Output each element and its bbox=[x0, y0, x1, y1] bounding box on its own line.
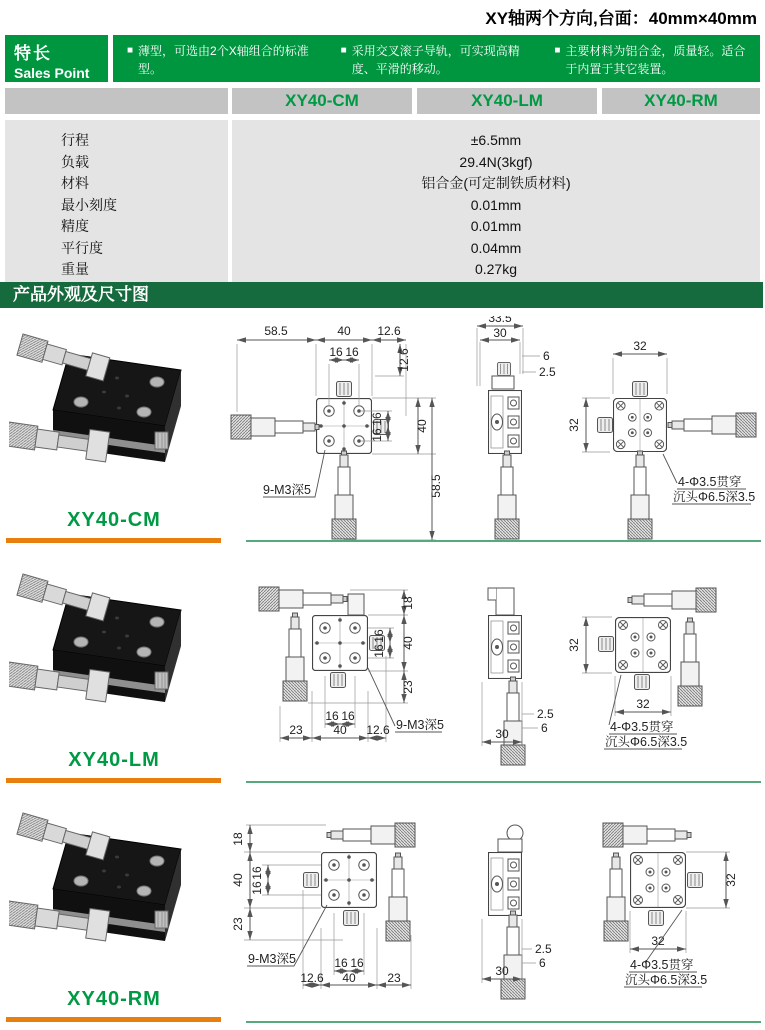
side-view-art bbox=[599, 588, 717, 706]
spec-col-header-empty bbox=[5, 88, 228, 114]
bullet-square-icon: ■ bbox=[127, 45, 134, 56]
dim-label: 6 bbox=[541, 721, 548, 735]
dim-label: 16 bbox=[345, 345, 359, 359]
note-label: 沉头Φ6.5深3.5 bbox=[625, 973, 708, 987]
dim-label: 12.6 bbox=[397, 348, 411, 372]
dimension-drawing-xy40-rm bbox=[230, 795, 765, 1028]
dim-label: 12.6 bbox=[300, 971, 324, 985]
dim-label: 16 bbox=[370, 412, 384, 426]
sales-point-title-cn: 特长 bbox=[14, 44, 52, 63]
dim-label: 16 bbox=[329, 345, 343, 359]
sales-bullet-text: 薄型，可选由2个X轴组合的标准型。 bbox=[138, 44, 309, 76]
sales-point-bullets bbox=[113, 35, 760, 82]
note-label: 9-M3深5 bbox=[263, 483, 311, 497]
dim-label: 30 bbox=[495, 727, 509, 741]
dim-label: 16 bbox=[341, 709, 355, 723]
product-section-xy40-lm bbox=[0, 556, 765, 783]
dim-label: 18 bbox=[401, 596, 415, 610]
dim-label: 12.6 bbox=[377, 324, 401, 338]
dim-label: 30 bbox=[495, 964, 509, 978]
dim-label: 16 bbox=[250, 866, 264, 880]
sales-bullet bbox=[127, 42, 323, 82]
spec-row-value: 铝合金(可定制铁质材料) bbox=[421, 175, 571, 191]
product-photo-column bbox=[5, 795, 223, 1022]
spec-table bbox=[5, 88, 760, 291]
dim-label: 32 bbox=[636, 697, 650, 711]
page-top-note: XY轴两个方向,台面：40mm×40mm bbox=[485, 9, 757, 28]
spec-row-value: 0.27kg bbox=[474, 261, 518, 277]
product-photo bbox=[9, 795, 219, 985]
dim-label: 58.5 bbox=[429, 474, 443, 498]
dim-label: 23 bbox=[231, 917, 245, 931]
dim-label: 40 bbox=[415, 419, 429, 433]
side-view-art bbox=[598, 382, 757, 540]
sales-bullet bbox=[341, 42, 537, 82]
dim-label: 40 bbox=[231, 873, 245, 887]
dim-label: 12.6 bbox=[366, 723, 390, 737]
dim-label: 6 bbox=[543, 349, 550, 363]
note-label: 4-Φ3.5贯穿 bbox=[610, 720, 674, 734]
product-model-label: XY40-LM bbox=[68, 749, 160, 771]
side-view-art bbox=[603, 823, 703, 941]
sales-bullet bbox=[554, 42, 750, 82]
spec-col-header: XY40-LM bbox=[417, 88, 597, 114]
section-title-bar: 产品外观及尺寸图 bbox=[0, 282, 763, 308]
dim-label: 2.5 bbox=[537, 707, 554, 721]
dim-label: 32 bbox=[633, 339, 647, 353]
dim-label: 2.5 bbox=[535, 942, 552, 956]
spec-row-labels bbox=[5, 120, 228, 291]
spec-row-value: 29.4N(3kgf) bbox=[459, 153, 533, 170]
spec-row-value: 0.04mm bbox=[470, 239, 522, 256]
dim-label: 16 bbox=[372, 629, 386, 643]
dim-label: 40 bbox=[401, 636, 415, 650]
orange-underline bbox=[6, 778, 221, 783]
middle-view-art bbox=[489, 362, 522, 539]
product-photo bbox=[9, 556, 219, 746]
product-section-xy40-cm bbox=[0, 316, 765, 542]
dim-label: 23 bbox=[387, 971, 401, 985]
orange-underline bbox=[6, 1017, 221, 1022]
dim-label: 23 bbox=[289, 723, 303, 737]
dimension-drawing-xy40-lm bbox=[230, 556, 765, 788]
sales-bullet-text: 采用交叉滚子导轨，可实现高精度、平滑的移动。 bbox=[351, 44, 520, 76]
note-label: 4-Φ3.5贯穿 bbox=[678, 475, 742, 489]
note-label: 沉头Φ6.5深3.5 bbox=[605, 735, 688, 749]
dim-label: 33.5 bbox=[488, 316, 512, 325]
spec-row-value: 0.01mm bbox=[470, 218, 522, 234]
spec-table-body bbox=[5, 120, 760, 291]
green-separator bbox=[246, 1021, 761, 1023]
bullet-square-icon: ■ bbox=[340, 45, 347, 56]
spec-row-value: 0.01mm bbox=[470, 196, 522, 213]
product-photo bbox=[9, 316, 219, 506]
spec-col-header: XY40-CM bbox=[232, 88, 412, 114]
dim-label: 6 bbox=[539, 956, 546, 970]
spec-row-label: 负载 bbox=[61, 153, 89, 170]
dim-label: 32 bbox=[651, 934, 665, 948]
front-view-art bbox=[231, 382, 389, 540]
spec-row-label: 最小刻度 bbox=[61, 196, 117, 213]
product-photo-column bbox=[5, 556, 223, 783]
spec-row-label: 平行度 bbox=[61, 239, 103, 256]
dim-label: 16 bbox=[372, 644, 386, 658]
dim-label: 40 bbox=[337, 324, 351, 338]
spec-col-header: XY40-RM bbox=[602, 88, 760, 114]
green-separator bbox=[246, 781, 761, 783]
front-view-art bbox=[304, 823, 416, 941]
dim-label: 58.5 bbox=[264, 324, 288, 338]
sales-bullet-text: 主要材料为铝合金，质量轻。适合于内置于其它装置。 bbox=[565, 44, 746, 76]
dim-label: 32 bbox=[724, 873, 738, 887]
sales-point-section bbox=[5, 35, 760, 82]
dim-label: 30 bbox=[493, 326, 507, 340]
product-model-label: XY40-RM bbox=[67, 988, 161, 1010]
sales-point-title bbox=[5, 35, 108, 82]
product-section-xy40-rm bbox=[0, 795, 765, 1023]
dim-label: 16 bbox=[334, 956, 348, 970]
note-label: 9-M3深5 bbox=[248, 952, 296, 966]
product-model-label: XY40-CM bbox=[67, 509, 161, 531]
dim-label: 40 bbox=[342, 971, 356, 985]
dimension-drawing-xy40-cm bbox=[230, 316, 765, 547]
front-view-art bbox=[259, 587, 385, 701]
dim-label: 16 bbox=[350, 956, 364, 970]
green-separator bbox=[246, 540, 761, 542]
dim-label: 40 bbox=[333, 723, 347, 737]
dim-label: 2.5 bbox=[539, 365, 556, 379]
spec-row-label: 行程 bbox=[61, 132, 89, 148]
note-label: 9-M3深5 bbox=[396, 718, 444, 732]
spec-row-values bbox=[232, 120, 760, 291]
dim-label: 16 bbox=[325, 709, 339, 723]
spec-table-header bbox=[5, 88, 760, 114]
sales-point-title-en: Sales Point bbox=[14, 65, 90, 81]
spec-row-value: ±6.5mm bbox=[470, 132, 522, 148]
spec-row-label: 重量 bbox=[61, 261, 89, 277]
dim-label: 16 bbox=[370, 428, 384, 442]
spec-row-label: 材料 bbox=[61, 175, 89, 191]
dim-label: 32 bbox=[567, 638, 581, 652]
dim-label: 32 bbox=[567, 418, 581, 432]
orange-underline bbox=[6, 538, 221, 543]
note-label: 沉头Φ6.5深3.5 bbox=[673, 490, 756, 504]
spec-row-label: 精度 bbox=[61, 218, 89, 234]
bullet-square-icon: ■ bbox=[554, 45, 561, 56]
dim-label: 16 bbox=[250, 881, 264, 895]
product-photo-column bbox=[5, 316, 223, 543]
dim-label: 18 bbox=[231, 832, 245, 846]
note-label: 4-Φ3.5贯穿 bbox=[630, 958, 694, 972]
dim-label: 23 bbox=[401, 680, 415, 694]
